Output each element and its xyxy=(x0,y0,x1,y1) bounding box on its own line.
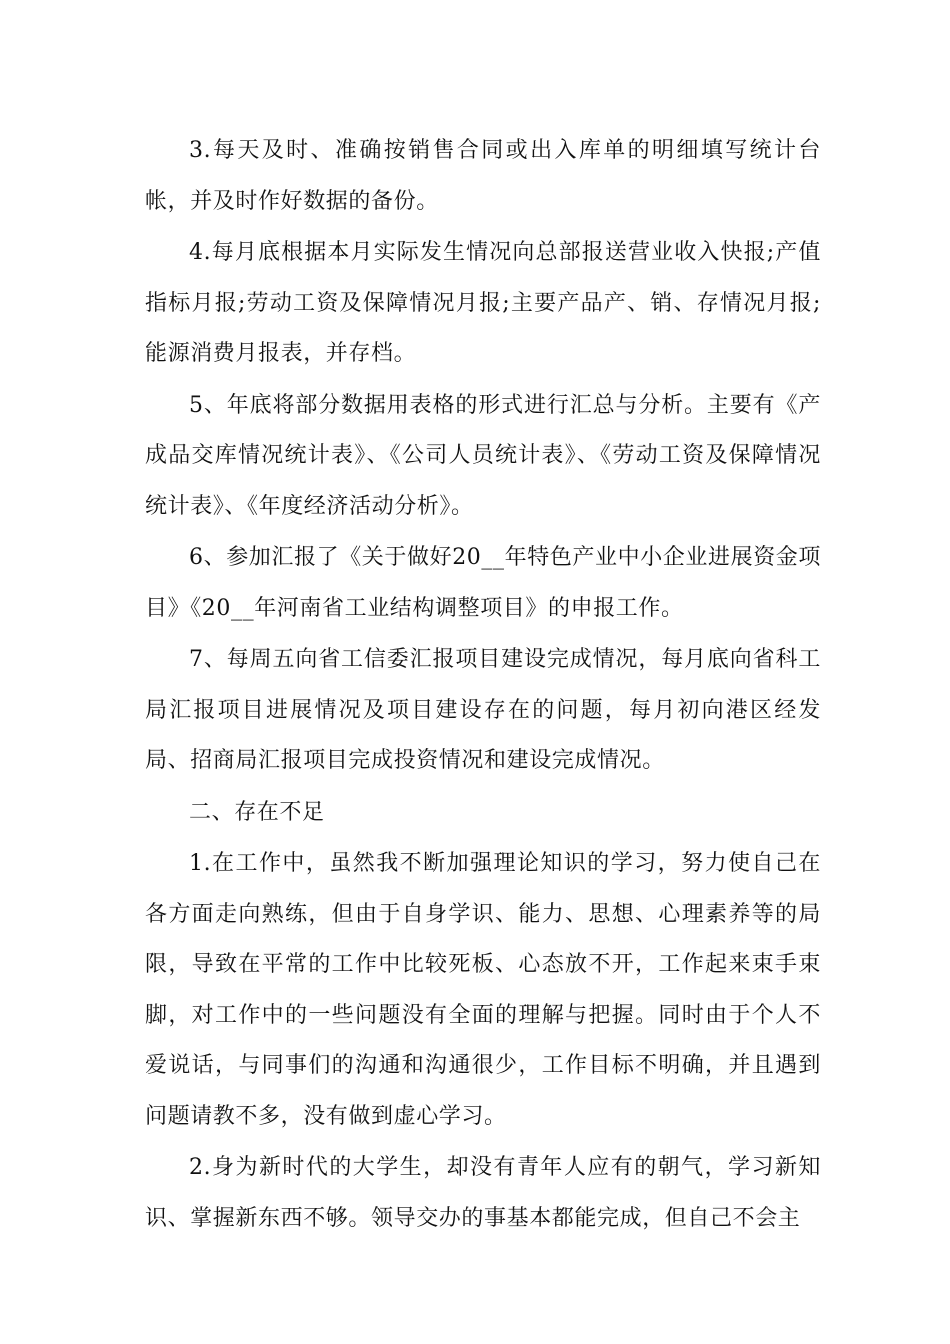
paragraph-shortcoming-1: 1.在工作中，虽然我不断加强理论知识的学习，努力使自己在各方面走向熟练，但由于自身学识、能力、思想、心理素养等的局限，导致在平常的工作中比较死板、心态放不开，工作起来束手束脚，对工作中的一些问题没有全面的理解与把握。同时由于个人不爱说话，与同事们的沟通和沟通很少，工作目标不明确，并且遇到问题请教不多，没有做到虚心学习。 xyxy=(145,851,821,1129)
paragraph-item-6: 6、参加汇报了《关于做好20__年特色产业中小企业进展资金项目》《20__年河南省工业结构调整项目》的申报工作。 xyxy=(145,545,821,621)
paragraph-item-4: 4.每月底根据本月实际发生情况向总部报送营业收入快报;产值指标月报;劳动工资及保障情况月报;主要产品产、销、存情况月报;能源消费月报表，并存档。 xyxy=(145,240,821,366)
paragraph-item-7: 7、每周五向省工信委汇报项目建设完成情况，每月底向省科工局汇报项目进展情况及项目建设存在的问题，每月初向港区经发局、招商局汇报项目完成投资情况和建设完成情况。 xyxy=(145,647,821,773)
paragraph-item-3: 3.每天及时、准确按销售合同或出入库单的明细填写统计台帐，并及时作好数据的备份。 xyxy=(145,138,821,214)
paragraph-shortcoming-2: 2.身为新时代的大学生，却没有青年人应有的朝气，学习新知识、掌握新东西不够。领导交办的事基本都能完成，但自己不会主 xyxy=(145,1155,821,1231)
document-body xyxy=(145,126,821,1244)
paragraph-item-5: 5、年底将部分数据用表格的形式进行汇总与分析。主要有《产成品交库情况统计表》、《公司人员统计表》、《劳动工资及保障情况统计表》、《年度经济活动分析》。 xyxy=(145,392,821,519)
section-heading-shortcomings: 二、存在不足 xyxy=(189,799,325,825)
